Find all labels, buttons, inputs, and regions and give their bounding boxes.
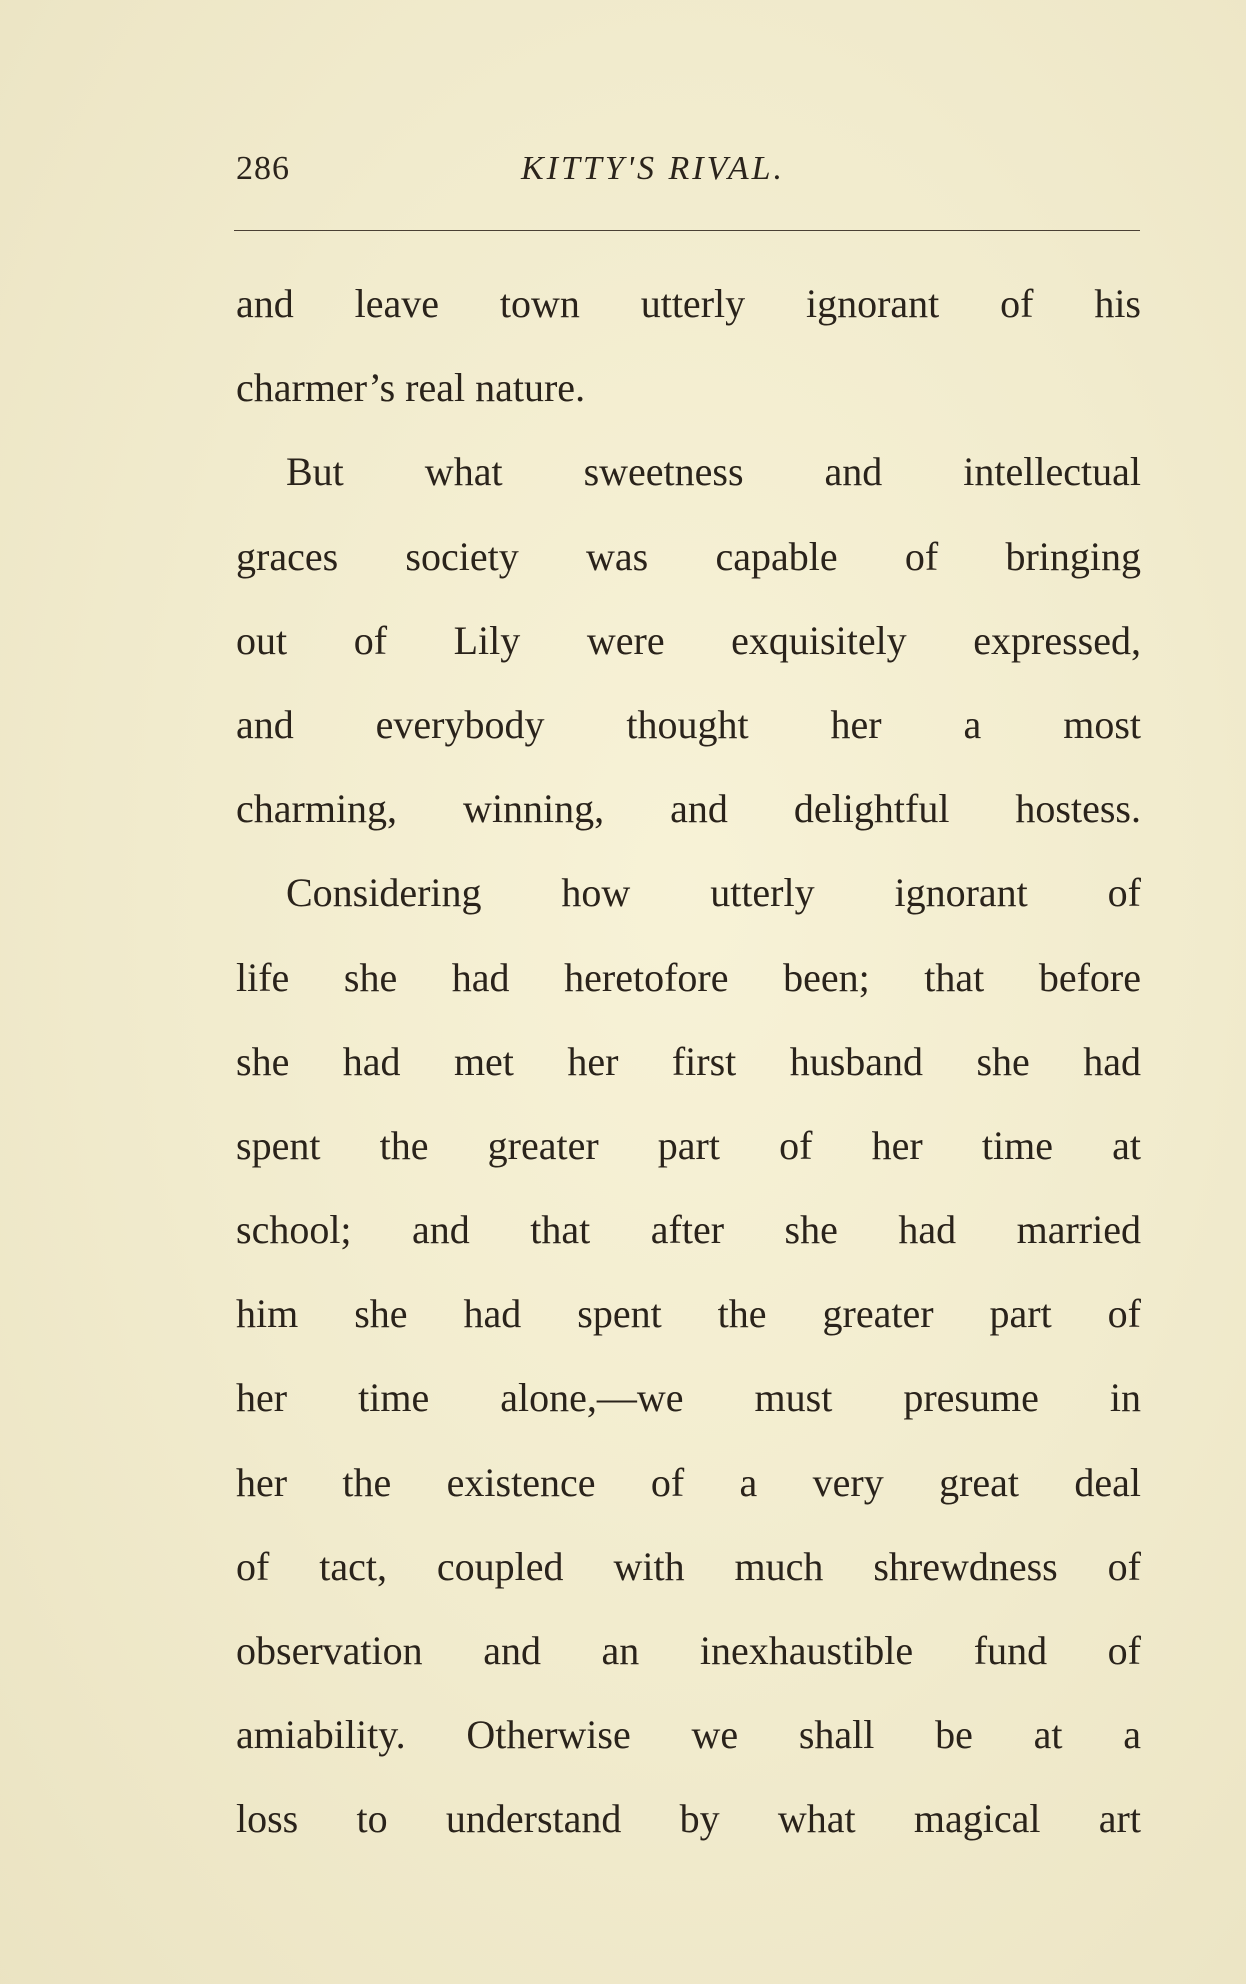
text-line: charming, winning, and delightful hostess. <box>236 786 1141 832</box>
text-line: him she had spent the greater part of <box>236 1291 1141 1337</box>
text-line: her the existence of a very great deal <box>236 1459 1141 1505</box>
page-header <box>236 150 1140 200</box>
page-number: 286 <box>236 150 290 187</box>
text-line: Considering how utterly ignorant of <box>286 870 1141 916</box>
text-line: loss to understand by what magical art <box>236 1796 1141 1842</box>
text-line: out of Lily were exquisitely expressed, <box>236 617 1141 663</box>
text-line: observation and an inexhaustible fund of <box>236 1628 1141 1673</box>
text-line: amiability. Otherwise we shall be at a <box>236 1712 1141 1758</box>
text-line: and leave town utterly ignorant of his <box>236 281 1141 326</box>
text-line: her time alone,—we must presume in <box>236 1375 1141 1421</box>
text-line: of tact, coupled with much shrewdness of <box>236 1543 1141 1589</box>
text-line: she had met her first husband she had <box>236 1038 1141 1084</box>
text-line: charmer’s real nature. <box>236 365 586 411</box>
text-line: and everybody thought her a most <box>236 701 1141 747</box>
running-title: KITTY'S RIVAL. <box>521 150 786 187</box>
text-line: spent the greater part of her time at <box>236 1122 1141 1168</box>
text-line: But what sweetness and intellectual <box>286 449 1141 495</box>
text-line: school; and that after she had married <box>236 1207 1141 1253</box>
text-line: graces society was capable of bringing <box>236 533 1141 579</box>
text-line: life she had heretofore been; that before <box>236 954 1141 1000</box>
body-text <box>236 262 1141 1862</box>
header-rule <box>234 230 1140 231</box>
